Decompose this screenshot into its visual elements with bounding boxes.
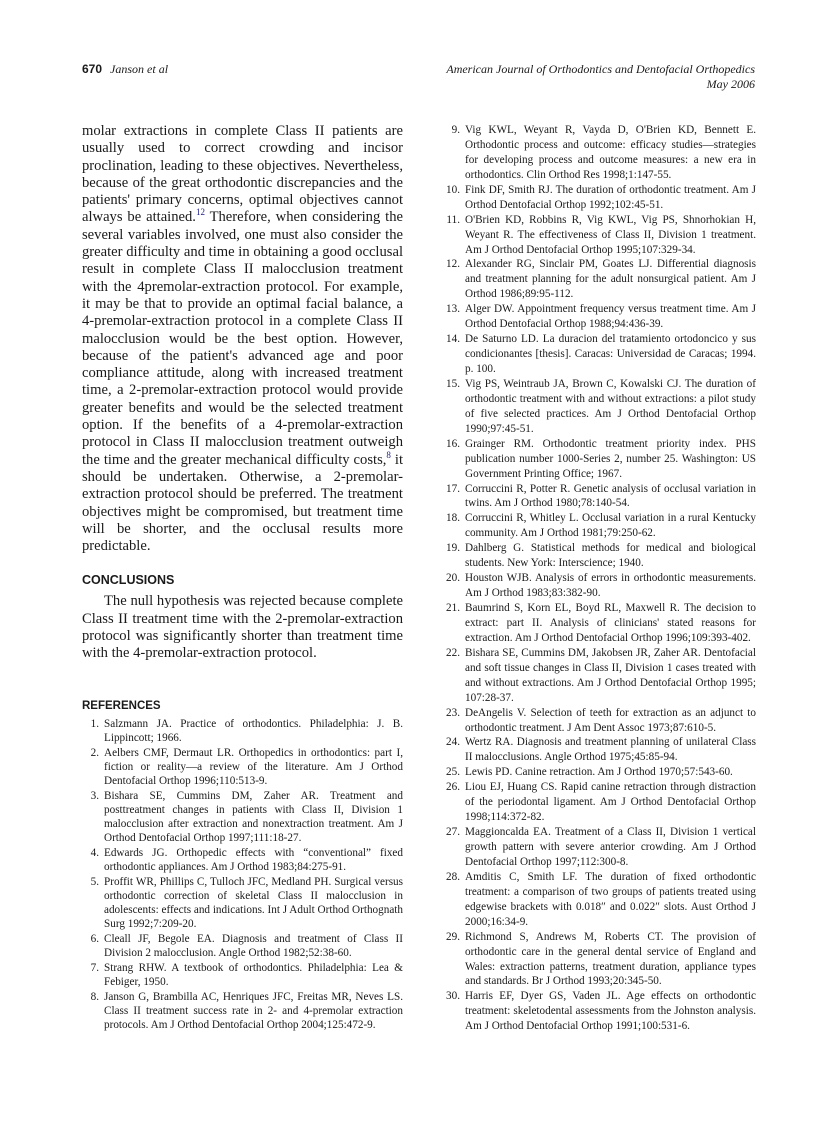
running-header-right: [446, 62, 755, 91]
reference-text: Proffit WR, Phillips C, Tulloch JFC, Medland PH. Surgical versus orthodontic correction of skeletal Class II malocclusion in adolescents: effects and indications. Int J Adult Orthod Orthognath Surg 1992;7:209-20.: [104, 875, 403, 931]
reference-number: 7.: [90, 962, 99, 975]
reference-text: Edwards JG. Orthopedic effects with “conventional” fixed orthodontic appliances. Am J Orthod 1983;84:275-91.: [104, 846, 403, 874]
reference-item: [443, 482, 756, 512]
reference-number: 17.: [446, 482, 460, 495]
reference-item: [443, 257, 756, 302]
reference-number: 6.: [90, 933, 99, 946]
running-header-left: [82, 62, 168, 77]
reference-number: 18.: [446, 512, 460, 525]
reference-item: [443, 870, 756, 930]
reference-item: [443, 930, 756, 990]
reference-text: Aelbers CMF, Dermaut LR. Orthopedics in orthodontics: part I, fiction or reality—a review of the literature. Am J Orthod Dentofacial Orthop 1996;110:513-9.: [104, 746, 403, 787]
reference-text: DeAngelis V. Selection of teeth for extraction as an adjunct to orthodontic treatment. J Am Dent Assoc 1973;87:610-5.: [465, 706, 756, 734]
reference-number: 12.: [446, 258, 460, 271]
reference-list-left: [82, 717, 403, 1033]
reference-text: Wertz RA. Diagnosis and treatment planning of unilateral Class II malocclusions. Angle Orthod 1975;45:85-94.: [465, 736, 756, 764]
reference-item: [443, 123, 756, 183]
reference-text: O'Brien KD, Robbins R, Vig KWL, Vig PS, Shnorhokian H, Weyant R. The effectiveness of Class II, Division 1 treatment. Am J Orthod Dentofacial Orthop 1995;107:329-34.: [465, 213, 756, 256]
reference-number: 30.: [446, 990, 460, 1003]
reference-item: [443, 571, 756, 601]
reference-item: [82, 746, 403, 789]
reference-text: Janson G, Brambilla AC, Henriques JFC, Freitas MR, Neves LS. Class II treatment success rate in 2- and 4-premolar extraction protocols. Am J Orthod Dentofacial Orthop 2004;125:472-9.: [104, 990, 403, 1032]
references-heading: REFERENCES: [82, 699, 161, 712]
running-authors: Janson et al: [110, 62, 169, 76]
reference-text: Maggioncalda EA. Treatment of a Class II, Division 1 vertical growth pattern with severe anterior crowding. Am J Orthod Dentofacial Orthop 1997;112:300-8.: [465, 826, 756, 868]
reference-item: [443, 989, 756, 1034]
reference-number: 11.: [446, 213, 460, 226]
reference-text: Cleall JF, Begole EA. Diagnosis and treatment of Class II Division 2 malocclusion. Angle Orthod 1982;52:38-60.: [104, 933, 403, 960]
reference-number: 27.: [446, 826, 460, 839]
issue-date: May 2006: [706, 76, 755, 91]
reference-text: Houston WJB. Analysis of errors in orthodontic measurements. Am J Orthod 1983;83:382-90.: [465, 572, 756, 600]
reference-number: 22.: [446, 646, 460, 659]
reference-number: 9.: [451, 124, 460, 136]
reference-number: 1.: [90, 717, 99, 730]
reference-text: Corruccini R, Potter R. Genetic analysis of occlusal variation in twins. Am J Orthod 1980;78:140-54.: [465, 482, 756, 510]
reference-text: Corruccini R, Whitley L. Occlusal variation in a rural Kentucky community. Am J Orthod 1981;79:250-62.: [465, 512, 756, 540]
reference-text: De Saturno LD. La duracion del tratamiento ortodoncico y sus condicionantes [thesis]. Caracas: Universidad de Caracas; 1994. p. 100.: [465, 333, 756, 375]
reference-number: 25.: [446, 766, 460, 779]
reference-item: [443, 377, 756, 437]
reference-item: [443, 541, 756, 571]
reference-number: 21.: [446, 602, 460, 614]
reference-text: Harris EF, Dyer GS, Vaden JL. Age effects on orthodontic treatment: skeletodental assessments from the Johnston analysis. Am J Orthod Dentofacial Orthop 1991;100:531-6.: [465, 990, 756, 1033]
reference-number: 23.: [446, 706, 460, 719]
reference-text: Bishara SE, Cummins DM, Jakobsen JR, Zaher AR. Dentofacial and soft tissue changes in Class II, Division 1 cases treated with and without extractions. Am J Orthod Dentofacial Orthop 1995; 107:28-37.: [465, 646, 756, 704]
page-number: 670: [82, 62, 103, 76]
reference-number: 26.: [446, 781, 460, 794]
reference-number: 3.: [90, 789, 99, 802]
reference-number: 15.: [446, 377, 460, 390]
journal-title: American Journal of Orthodontics and Dentofacial Orthopedics: [446, 62, 755, 76]
reference-item: [443, 183, 756, 213]
reference-number: 28.: [446, 870, 460, 883]
reference-number: 29.: [446, 930, 460, 943]
reference-item: [443, 332, 756, 377]
reference-item: [443, 735, 756, 765]
right-column: [443, 123, 756, 1034]
text-segment: molar extractions in complete Class II patients are usually used to correct crowding and incisor proclination, leading to these objectives. Nevertheless, because of the great orthodontic discrepancies and the patients' primary concerns, optimal objectives cannot always be attained.: [82, 123, 403, 226]
discussion-paragraph: [82, 123, 403, 555]
citation-link[interactable]: 12: [195, 207, 205, 218]
reference-item: [443, 601, 756, 646]
text-segment: it should be undertaken. Otherwise, a 2-premolar-extraction protocol should be preferred. The treatment objectives might be compromised, but treatment time will be shorter, and the occlusal results more predictable.: [82, 451, 404, 555]
reference-item: [82, 846, 403, 874]
reference-number: 2.: [90, 746, 99, 759]
reference-text: Lewis PD. Canine retraction. Am J Orthod 1970;57:543-60.: [465, 766, 733, 779]
reference-item: [443, 302, 756, 332]
reference-text: Alger DW. Appointment frequency versus treatment time. Am J Orthod Dentofacial Orthop 1988;94:436-39.: [465, 303, 756, 331]
reference-number: 5.: [90, 875, 99, 888]
reference-item: [443, 213, 756, 258]
reference-text: Bishara SE, Cummins DM, Zaher AR. Treatment and posttreatment changes in patients with Class II, Division 1 malocclusion after extraction and nonextraction treatment. Am J Orthod Dentofacial Orthop 1997;111:18-27.: [104, 789, 403, 845]
reference-item: [443, 780, 756, 825]
reference-text: Strang RHW. A textbook of orthodontics. Philadelphia: Lea & Febiger, 1950.: [104, 962, 403, 989]
citation-link[interactable]: 8: [386, 449, 391, 460]
reference-number: 19.: [446, 542, 460, 555]
conclusions-heading: CONCLUSIONS: [82, 573, 175, 588]
reference-text: Grainger RM. Orthodontic treatment priority index. PHS publication number 1000-Series 2, number 25. Washington: US Government Printing Office; 1967.: [465, 437, 756, 480]
reference-item: [443, 511, 756, 541]
reference-item: [443, 765, 756, 780]
left-column: [82, 123, 403, 1033]
reference-item: [82, 717, 403, 745]
reference-text: Vig KWL, Weyant R, Vayda D, O'Brien KD, Bennett E. Orthodontic process and outcome: efficacy studies—strategies for developing process and outcome measures: a new era in orthodontics. Clin Orthod Res 1998;1:147-55.: [465, 124, 756, 181]
reference-number: 14.: [446, 333, 460, 346]
reference-text: Liou EJ, Huang CS. Rapid canine retraction through distraction of the periodontal ligament. Am J Orthod Dentofacial Orthop 1998;114:372-82.: [465, 781, 756, 824]
reference-item: [443, 706, 756, 736]
conclusions-paragraph: The null hypothesis was rejected because complete Class II treatment time with the 2-premolar-extraction protocol was significantly shorter than treatment time with the 4-premolar-extraction protocol.: [82, 593, 403, 662]
reference-text: Alexander RG, Sinclair PM, Goates LJ. Differential diagnosis and treatment planning for the adult nonsurgical patient. Am J Orthod 1986;89:95-112.: [465, 258, 756, 301]
reference-number: 10.: [446, 183, 460, 196]
reference-text: Fink DF, Smith RJ. The duration of orthodontic treatment. Am J Orthod Dentofacial Orthop 1992;102:45-51.: [465, 183, 756, 211]
reference-item: [82, 789, 403, 846]
reference-number: 20.: [446, 572, 460, 585]
reference-text: Richmond S, Andrews M, Roberts CT. The provision of orthodontic care in the general dental service of England and Wales: extraction patterns, treatment duration, appliance types and standards. Br J Orthod 1993;20:345-50.: [465, 930, 756, 988]
reference-text: Baumrind S, Korn EL, Boyd RL, Maxwell R. The decision to extract: part II. Analysis of clinicians' stated reasons for extraction. Am J Orthod Dentofacial Orthop 1996;109:393-402.: [465, 602, 756, 644]
reference-item: [82, 990, 403, 1033]
reference-number: 13.: [446, 303, 460, 316]
reference-text: Amditis C, Smith LF. The duration of fixed orthodontic treatment: a comparison of two groups of patients treated using edgewise brackets with 0.018″ and 0.022″ slots. Aust Orthod J 2000;16:34-9.: [465, 870, 756, 928]
reference-item: [82, 932, 403, 960]
reference-item: [443, 646, 756, 706]
reference-number: 4.: [90, 846, 99, 859]
reference-number: 16.: [446, 437, 460, 450]
reference-list-right: [443, 123, 756, 1034]
reference-item: [443, 825, 756, 870]
reference-item: [82, 875, 403, 932]
reference-number: 8.: [90, 990, 99, 1003]
text-segment: Therefore, when considering the several variables involved, one must also consider the greater difficulty and time in obtaining a good occlusal result in complete Class II malocclusion treatment with the 4premolar-extraction protocol. For example, it may be that to provide an optimal facial balance, a 4-premolar-extraction protocol in a complete Class II malocclusion would be the best option. However, because of the patient's advanced age and poor compliance attitude, along with increased treatment time, a 2-premolar-extraction protocol would provide greater benefits and would be the selected treatment option. If the benefits of a 4-premolar-extraction protocol in Class II malocclusion treatment outweigh the time and the greater mechanical difficulty costs,: [82, 209, 403, 468]
reference-item: [82, 961, 403, 989]
reference-text: Salzmann JA. Practice of orthodontics. Philadelphia: J. B. Lippincott; 1966.: [104, 717, 403, 744]
reference-text: Dahlberg G. Statistical methods for medical and biological students. New York: Interscience; 1940.: [465, 542, 756, 570]
reference-item: [443, 437, 756, 482]
reference-text: Vig PS, Weintraub JA, Brown C, Kowalski CJ. The duration of orthodontic treatment with and without extractions: a pilot study of five selected practices. Am J Orthod Dentofacial Orthop 1990;97:45-51.: [465, 377, 756, 435]
reference-number: 24.: [446, 736, 460, 749]
